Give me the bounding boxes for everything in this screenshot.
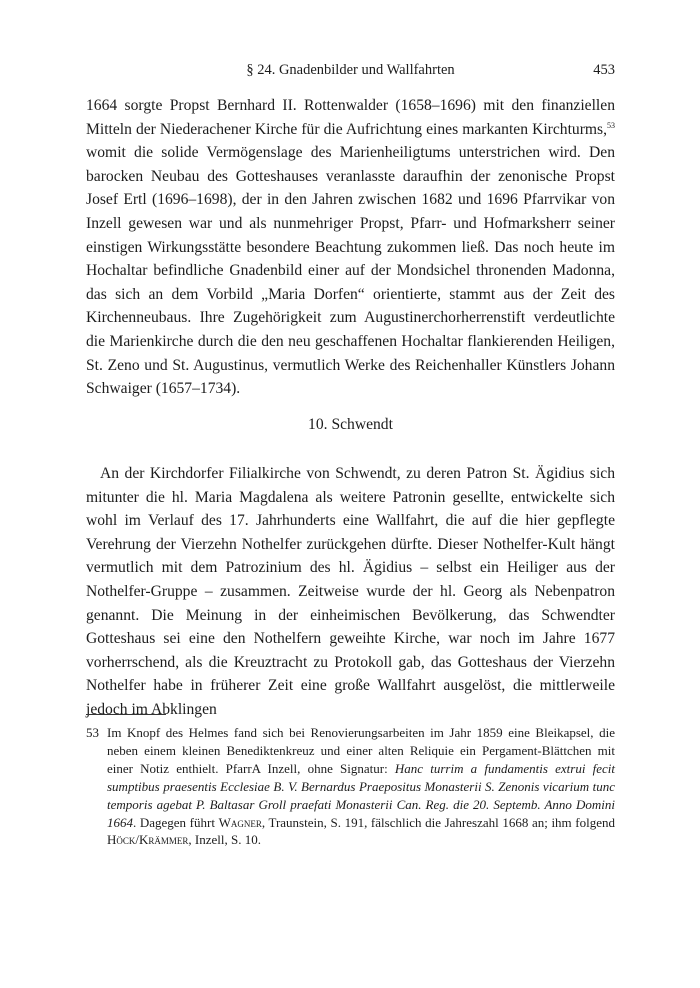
footnote-latin-quote: Hanc turrim a fundamentis extrui fecit sumptibus praesentis Ecclesiae B. V. Bernardus Praepositus Monasterii S. Zenonis vicarium tunc temporis agebat P. Baltasar Groll praefati Monasterii Can. Reg. die 20. Septemb. Anno Domini 1664 xyxy=(107,760,615,830)
footnote-text-2: . Dagegen führt xyxy=(133,814,219,830)
paragraph-1-text-a: 1664 sorgte Propst Bernhard II. Rottenwalder (1658–1696) mit den finanziellen Mitteln der Niederachener Kirche für die Aufrichtung eines markanten Kirchturms, xyxy=(86,97,615,138)
footnote-slash: / xyxy=(135,832,140,848)
body-paragraph-1 xyxy=(86,94,615,401)
footnote-text-3: , Traunstein, S. 191, fälschlich die Jahreszahl 1668 an; ihm folgend xyxy=(261,814,615,830)
footnote-53 xyxy=(86,724,615,849)
footnote-author-wagner: Wagner xyxy=(218,814,262,830)
footnote-text-1: Im Knopf des Helmes fand sich bei Renovierungsarbeiten im Jahr 1859 eine Bleikapsel, die neben einem kleinen Benediktenkreuz und einer alten Reliquie ein Pergament-Blättchen mit einer Notiz enthielt. PfarrA Inzell, ohne Signatur: xyxy=(107,725,615,776)
footnote-number: 53 xyxy=(86,725,99,740)
footnote-divider xyxy=(86,714,166,715)
running-title: § 24. Gnadenbilder und Wallfahrten xyxy=(246,62,455,78)
paragraph-1-text-b: womit die solide Vermögenslage des Marienheiligtums unterstrichen wird. Den barocken Neubau des Gotteshauses veranlasste daraufhin der zenonische Propst Josef Ertl (1696–1698), der in den Jahren zwischen 1682 und 1696 Pfarrvikar von Inzell gewesen war und als nunmehriger Propst, Pfarr- und Hofmarksherr seiner einstigen Wirkungsstätte besondere Beachtung zukommen ließ. Das noch heute im Hochaltar befindliche Gnadenbild einer auf der Mondsichel thronenden Madonna, das sich an dem Vorbild „Maria Dorfen“ orientierte, stammt aus der Zeit des Kirchenneubaus. Ihre Zugehörigkeit zum Augustinerchorherrenstift verdeutlichte die Marienkirche durch die den neu geschaffenen Hochaltar flankierenden Heiligen, St. Zeno und St. Augustinus, vermutlich Werke des Reichenhaller Künstlers Johann Schwaiger (1657–1734). xyxy=(86,144,615,398)
running-header xyxy=(86,62,615,82)
footnote-reference[interactable]: 53 xyxy=(607,120,615,130)
section-heading: 10. Schwendt xyxy=(308,416,393,433)
footnote-author-hoeck: Höck xyxy=(107,832,136,848)
footnote-text-4: , Inzell, S. 10. xyxy=(188,832,261,848)
footnote-author-kraemmer: Krämmer xyxy=(139,832,189,848)
page-number: 453 xyxy=(593,62,615,78)
body-paragraph-2: An der Kirchdorfer Filialkirche von Schwendt, zu deren Patron St. Ägidius sich mitunter die hl. Maria Magdalena als weitere Patronin gesellte, entwickelte sich wohl im Verlauf des 17. Jahrhunderts eine Wallfahrt, die auf die hier gepflegte Verehrung der Vierzehn Nothelfer zurückgehen dürfte. Dieser Nothelfer-Kult hängt vermutlich mit dem Patrozinium des hl. Ägidius – selbst ein Heiliger aus der Nothelfer-Gruppe – zusammen. Zeitweise wurde der hl. Georg als Nebenpatron genannt. Die Meinung in der einheimischen Bevölkerung, das Schwendter Gotteshaus sei eine den Nothelfern geweihte Kirche, war noch im Jahre 1677 vorherrschend, als die Kreuztracht zu Protokoll gab, das Gotteshaus der Vierzehn Nothelfer habe in früherer Zeit eine große Wallfahrt ausgelöst, die mittlerweile jedoch im Abklingen xyxy=(86,465,615,718)
